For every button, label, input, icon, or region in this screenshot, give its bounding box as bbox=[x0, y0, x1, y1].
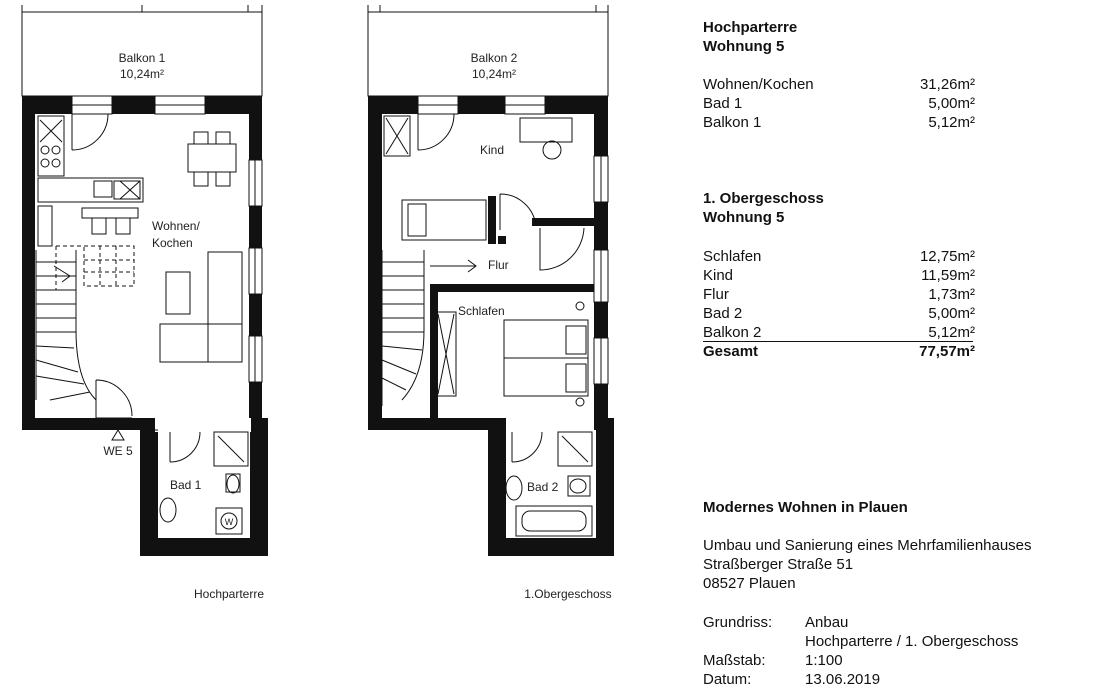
area-row bbox=[703, 95, 975, 113]
area-row bbox=[703, 248, 975, 266]
room-label-bad-2: Bad 2 bbox=[527, 480, 559, 494]
balcony-2-name: Balkon 2 bbox=[470, 51, 518, 65]
balcony-1-name: Balkon 1 bbox=[118, 51, 166, 65]
area-row-label: Bad 1 bbox=[703, 95, 743, 112]
area-row-value: 31,26m² bbox=[919, 76, 975, 93]
balcony-2-area: 10,24m² bbox=[471, 67, 517, 81]
room-label-living-1: Wohnen/ bbox=[152, 219, 200, 233]
floor2-unit: Wohnung 5 bbox=[703, 209, 785, 226]
project-title: Modernes Wohnen in Plauen bbox=[703, 499, 908, 516]
area-row bbox=[703, 114, 975, 132]
meta-row bbox=[703, 614, 1093, 632]
area-row-value: 5,12m² bbox=[928, 114, 975, 131]
plan-hochparterre bbox=[22, 5, 268, 556]
area-row bbox=[703, 305, 975, 323]
total-value: 77,57m² bbox=[919, 343, 975, 360]
area-row-label: Balkon 2 bbox=[703, 324, 762, 341]
bath-annex-left bbox=[140, 418, 268, 556]
area-row bbox=[703, 76, 975, 94]
area-row bbox=[703, 324, 975, 342]
meta-key: Maßstab: bbox=[703, 652, 766, 669]
area-row bbox=[703, 286, 975, 304]
washer-symbol: W bbox=[224, 517, 234, 527]
total-rule bbox=[703, 341, 973, 342]
caption-hochparterre: Hochparterre bbox=[193, 587, 265, 601]
plan-obergeschoss bbox=[368, 5, 614, 556]
area-row-label: Flur bbox=[703, 286, 729, 303]
total-row bbox=[703, 343, 975, 361]
meta-value: 13.06.2019 bbox=[805, 671, 881, 688]
room-label-living-2: Kochen bbox=[152, 236, 193, 250]
info-panel bbox=[703, 0, 1093, 700]
area-row-value: 5,12m² bbox=[928, 324, 975, 341]
project-line: Straßberger Straße 51 bbox=[703, 556, 854, 573]
meta-key: Datum: bbox=[703, 671, 752, 688]
meta-row bbox=[703, 633, 1093, 651]
balcony-1-area: 10,24m² bbox=[119, 67, 165, 81]
area-row-value: 11,59m² bbox=[921, 267, 975, 284]
area-row-label: Wohnen/Kochen bbox=[703, 76, 814, 93]
meta-row bbox=[703, 671, 1093, 689]
meta-value: Hochparterre / 1. Obergeschoss bbox=[805, 633, 1019, 650]
area-row-value: 5,00m² bbox=[928, 95, 975, 112]
project-line: Umbau und Sanierung eines Mehrfamilienhauses bbox=[703, 537, 1032, 554]
project-line: 08527 Plauen bbox=[703, 575, 796, 592]
stairs-right bbox=[382, 250, 476, 406]
floor1-unit: Wohnung 5 bbox=[703, 38, 785, 55]
meta-key: Grundriss: bbox=[703, 614, 773, 631]
room-label-flur: Flur bbox=[488, 258, 509, 272]
floor1-title: Hochparterre bbox=[703, 19, 798, 36]
area-row-value: 12,75m² bbox=[919, 248, 975, 265]
total-label: Gesamt bbox=[703, 343, 759, 360]
area-row-label: Balkon 1 bbox=[703, 114, 762, 131]
room-label-kind: Kind bbox=[480, 143, 505, 157]
area-row-label: Kind bbox=[703, 267, 734, 284]
room-label-schlafen: Schlafen bbox=[458, 304, 505, 318]
area-row bbox=[703, 267, 975, 285]
area-row-label: Bad 2 bbox=[703, 305, 743, 322]
room-label-bad-1: Bad 1 bbox=[170, 478, 202, 492]
area-row-label: Schlafen bbox=[703, 248, 762, 265]
meta-value: Anbau bbox=[805, 614, 849, 631]
entrance-label: WE 5 bbox=[103, 444, 133, 458]
area-row-value: 5,00m² bbox=[928, 305, 975, 322]
meta-value: 1:100 bbox=[805, 652, 843, 669]
caption-obergeschoss: 1.Obergeschoss bbox=[524, 587, 612, 601]
area-row-value: 1,73m² bbox=[928, 286, 975, 303]
floor2-title: 1. Obergeschoss bbox=[703, 190, 824, 207]
meta-row bbox=[703, 652, 1093, 670]
